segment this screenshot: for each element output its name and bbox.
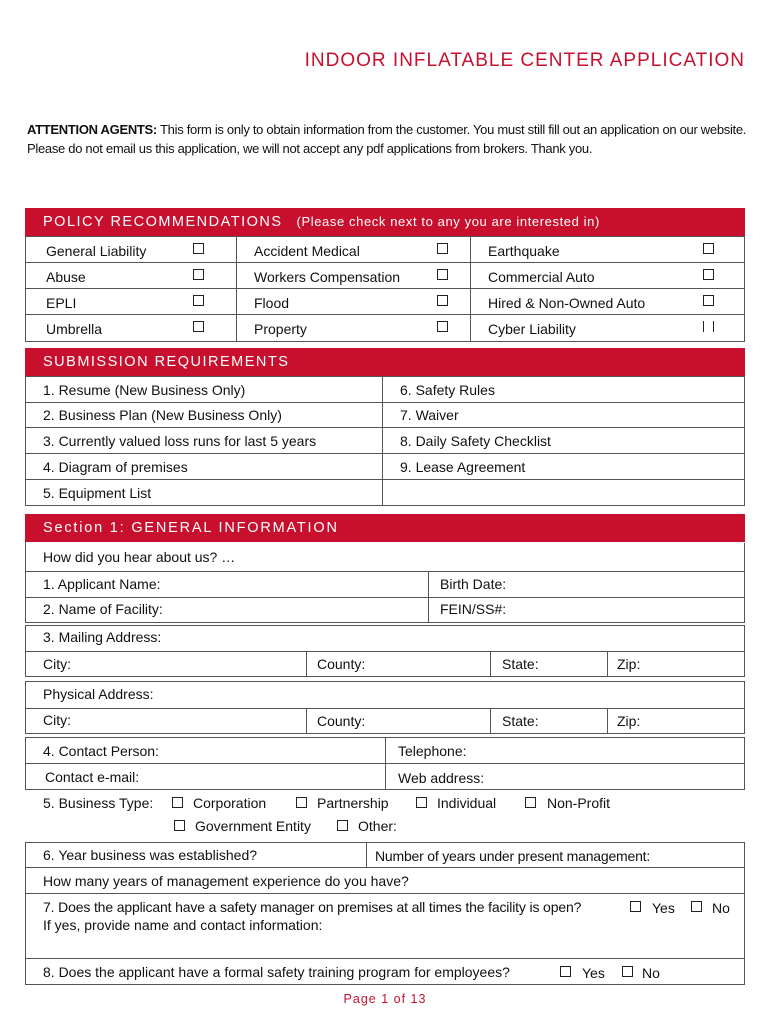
mailing-county-label: County: <box>317 656 366 672</box>
checkbox-accident-medical[interactable] <box>437 243 448 254</box>
checkbox-individual[interactable] <box>416 797 427 808</box>
requirement-item: 7. Waiver <box>400 407 459 423</box>
telephone-label: Telephone: <box>398 743 467 759</box>
requirement-item: 8. Daily Safety Checklist <box>400 433 551 449</box>
checkbox-flood[interactable] <box>437 295 448 306</box>
physical-city-label: City: <box>43 712 71 728</box>
checkbox-q8-yes[interactable] <box>560 966 571 977</box>
checkbox-partnership[interactable] <box>296 797 307 808</box>
attention-text: This form is only to obtain information from the customer. You must still fill out an application on our website. Please do not email us this application, we will not accept any pdf applications from brokers. Thank you. <box>27 122 747 156</box>
requirement-item: 2. Business Plan (New Business Only) <box>43 407 282 423</box>
policy-option-label: Earthquake <box>488 243 560 259</box>
facility-name-label: 2. Name of Facility: <box>43 601 163 617</box>
policy-option-label: General Liability <box>46 243 147 259</box>
attention-notice <box>27 120 752 158</box>
physical-state-label: State: <box>502 713 539 729</box>
physical-county-label: County: <box>317 713 366 729</box>
policy-option-label: EPLI <box>46 295 77 311</box>
checkbox-other[interactable] <box>337 820 348 831</box>
requirement-item: 6. Safety Rules <box>400 382 495 398</box>
contact-person-label: 4. Contact Person: <box>43 743 159 759</box>
applicant-name-label: 1. Applicant Name: <box>43 576 161 592</box>
birth-date-label: Birth Date: <box>440 576 507 592</box>
policy-option-label: Accident Medical <box>254 243 360 259</box>
checkbox-hired-non-owned-auto[interactable] <box>703 295 714 306</box>
policy-header-subtitle: (Please check next to any you are interested in) <box>296 214 600 229</box>
q7-yes-label: Yes <box>652 900 675 916</box>
policy-option-label: Cyber Liability <box>488 321 576 337</box>
mailing-state-label: State: <box>502 656 539 672</box>
requirement-item: 1. Resume (New Business Only) <box>43 382 246 398</box>
q7-no-label: No <box>712 900 730 916</box>
mailing-address-label: 3. Mailing Address: <box>43 629 162 645</box>
business-type-option: Other: <box>358 818 397 834</box>
checkbox-workers-compensation[interactable] <box>437 269 448 280</box>
policy-option-label: Property <box>254 321 307 337</box>
business-type-option: Partnership <box>317 795 389 811</box>
fein-label: FEIN/SS#: <box>440 601 507 617</box>
contact-email-label: Contact e-mail: <box>45 769 140 785</box>
requirement-item: 3. Currently valued loss runs for last 5 years <box>43 433 317 449</box>
checkbox-commercial-auto[interactable] <box>703 269 714 280</box>
mailing-zip-label: Zip: <box>617 656 641 672</box>
checkbox-property[interactable] <box>437 321 448 332</box>
checkbox-umbrella[interactable] <box>193 321 204 332</box>
policy-header-title: POLICY RECOMMENDATIONS <box>43 214 283 230</box>
checkbox-non-profit[interactable] <box>525 797 536 808</box>
mailing-city-label: City: <box>43 656 71 672</box>
physical-zip-label: Zip: <box>617 713 641 729</box>
checkbox-q7-no[interactable] <box>691 901 702 912</box>
hear-about-label: How did you hear about us? … <box>43 549 236 565</box>
years-under-management-label: Number of years under present management: <box>375 848 651 864</box>
requirement-item: 9. Lease Agreement <box>400 459 526 475</box>
checkbox-abuse[interactable] <box>193 269 204 280</box>
q8-no-label: No <box>642 965 660 981</box>
q8-label: 8. Does the applicant have a formal safety training program for employees? <box>43 964 510 980</box>
business-type-option: Corporation <box>193 795 267 811</box>
business-type-label: 5. Business Type: <box>43 795 154 811</box>
policy-option-label: Hired & Non-Owned Auto <box>488 295 646 311</box>
business-type-option: Non-Profit <box>547 795 611 811</box>
checkbox-general-liability[interactable] <box>193 243 204 254</box>
checkbox-government-entity[interactable] <box>174 820 185 831</box>
checkbox-cyber-liability[interactable] <box>703 321 714 332</box>
checkbox-earthquake[interactable] <box>703 243 714 254</box>
requirement-item: 4. Diagram of premises <box>43 459 188 475</box>
policy-option-label: Abuse <box>46 269 86 285</box>
checkbox-q7-yes[interactable] <box>630 901 641 912</box>
policy-option-label: Umbrella <box>46 321 103 337</box>
checkbox-epli[interactable] <box>193 295 204 306</box>
web-address-label: Web address: <box>398 770 485 786</box>
q7-label: 7. Does the applicant have a safety manager on premises at all times the facility is open? <box>43 899 582 915</box>
q8-yes-label: Yes <box>582 965 605 981</box>
checkbox-corporation[interactable] <box>172 797 183 808</box>
attention-lead: ATTENTION AGENTS: <box>27 122 157 137</box>
policy-option-label: Flood <box>254 295 290 311</box>
q7-followup-label: If yes, provide name and contact information: <box>43 917 323 933</box>
business-type-option: Government Entity <box>195 818 311 834</box>
checkbox-q8-no[interactable] <box>622 966 633 977</box>
submission-header: SUBMISSION REQUIREMENTS <box>25 348 745 376</box>
page-title: INDOOR INFLATABLE CENTER APPLICATION <box>304 50 745 71</box>
management-experience-label: How many years of management experience do you have? <box>43 873 409 889</box>
general-info-header: Section 1: GENERAL INFORMATION <box>25 514 745 542</box>
policy-option-label: Commercial Auto <box>488 269 595 285</box>
year-established-label: 6. Year business was established? <box>43 847 258 863</box>
business-type-option: Individual <box>437 795 497 811</box>
requirement-item: 5. Equipment List <box>43 485 152 501</box>
policy-option-label: Workers Compensation <box>254 269 401 285</box>
physical-address-label: Physical Address: <box>43 686 154 702</box>
policy-header <box>25 208 745 236</box>
page-number: Page 1 of 13 <box>343 992 427 1006</box>
